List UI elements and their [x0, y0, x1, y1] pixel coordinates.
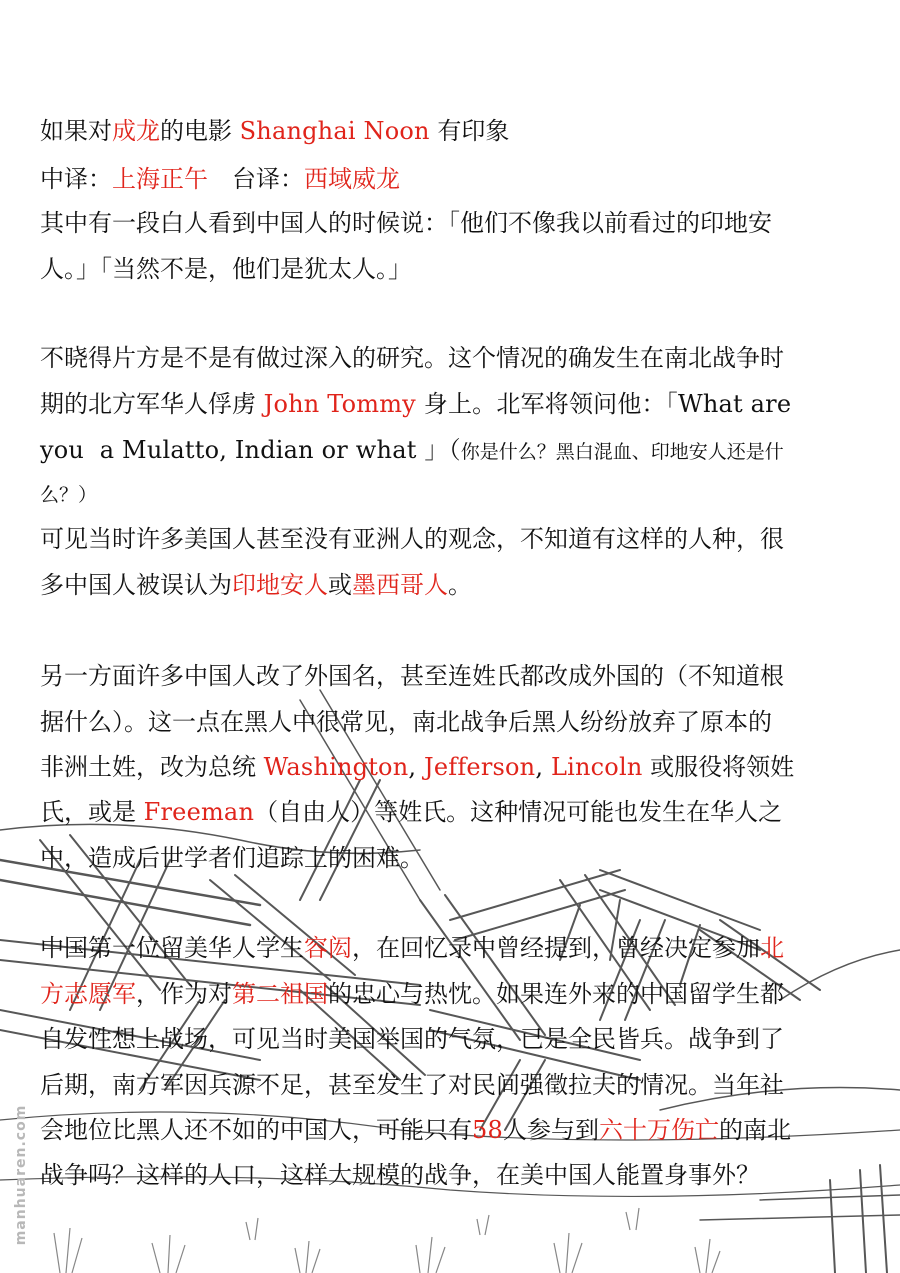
text-run: 期的北方军华人俘虏 — [40, 390, 264, 418]
p2-line-5 — [40, 524, 860, 554]
text-run: 自发性想上战场，可见当时美国举国的气氛，已是全民皆兵。战争到了 — [40, 1025, 784, 1053]
text-run: , — [408, 753, 425, 781]
text-run: 会地位比黑人还不如的中国人，可能只有 — [40, 1116, 472, 1144]
p4-line-2 — [40, 979, 860, 1009]
text-run: 身上。北军将领问他：「What are — [415, 390, 792, 418]
text-run: , — [535, 753, 551, 781]
p2-line-4 — [40, 480, 860, 510]
text-run: 的南北 — [718, 1116, 791, 1144]
text-run: 战争吗？这样的人口，这样大规模的战争，在美中国人能置身事外？ — [40, 1161, 760, 1189]
text-run: 其中有一段白人看到中国人的时候说：「他们不像我以前看过的印地安 — [40, 209, 772, 237]
p2-line-6 — [40, 570, 860, 600]
watermark-text: manhuaren.com — [13, 1104, 29, 1246]
text-run: 。 — [448, 571, 472, 599]
text-run: 有印象 — [429, 117, 510, 145]
highlight-freeman: Freeman — [143, 798, 255, 826]
p1-line-1 — [40, 116, 860, 146]
translation-note: 你是什么？黑白混血、印地安人还是什 — [460, 441, 784, 463]
highlight-mexican: 墨西哥人 — [352, 571, 448, 599]
text-run: 中，造成后世学者们追踪上的困难。 — [40, 844, 424, 872]
highlight-jefferson: Jefferson — [424, 753, 536, 781]
text-run: 或服役将领姓 — [642, 753, 795, 781]
p1-line-3 — [40, 208, 860, 238]
site-watermark — [10, 1090, 32, 1260]
highlight-jackie-chan: 成龙 — [112, 117, 160, 145]
text-run: 如果对 — [40, 117, 112, 145]
highlight-second-homeland: 第二祖国 — [232, 980, 328, 1008]
text-run: 台译： — [208, 165, 304, 193]
p4-line-4 — [40, 1070, 860, 1100]
translation-note-end: 么？） — [40, 484, 98, 506]
highlight-northern-volunteers-end: 方志愿军 — [40, 980, 136, 1008]
p2-line-2 — [40, 389, 860, 419]
p4-line-6 — [40, 1160, 860, 1190]
p4-line-1 — [40, 933, 860, 963]
highlight-yung-wing: 容闳 — [304, 934, 352, 962]
text-run: 的电影 — [160, 117, 240, 145]
highlight-lincoln: Lincoln — [551, 753, 643, 781]
text-run: 另一方面许多中国人改了外国名，甚至连姓氏都改成外国的（不知道根 — [40, 662, 784, 690]
p1-line-2 — [40, 164, 860, 194]
text-run: 据什么）。这一点在黑人中很常见，南北战争后黑人纷纷放弃了原本的 — [40, 708, 772, 736]
p3-line-1 — [40, 661, 860, 691]
text-run: 非洲土姓，改为总统 — [40, 753, 264, 781]
text-run: ，在回忆录中曾经提到，曾经决定参加 — [352, 934, 760, 962]
text-run: 人参与到 — [502, 1116, 599, 1144]
highlight-northern-volunteers-start: 北 — [760, 934, 784, 962]
text-run: 多中国人被误认为 — [40, 571, 232, 599]
highlight-john-tommy: John Tommy — [263, 390, 416, 418]
text-run: 氏，或是 — [40, 798, 144, 826]
text-run: 不晓得片方是不是有做过深入的研究。这个情况的确发生在南北战争时 — [40, 344, 784, 372]
text-run: 的忠心与热忱。如果连外来的中国留学生都 — [328, 980, 784, 1008]
text-run: you a Mulatto, Indian or what 」（ — [40, 436, 461, 464]
p3-line-3 — [40, 752, 860, 782]
text-run: 后期，南方军因兵源不足，甚至发生了对民间强徵拉夫的情况。当年社 — [40, 1071, 784, 1099]
p3-line-2 — [40, 707, 860, 737]
p2-line-1 — [40, 343, 860, 373]
highlight-number-58: 58 — [472, 1116, 503, 1144]
p3-line-5 — [40, 843, 860, 873]
text-run: 中国第一位留美华人学生 — [40, 934, 304, 962]
highlight-native-american: 印地安人 — [232, 571, 328, 599]
p4-line-3 — [40, 1024, 860, 1054]
text-run: 或 — [328, 571, 352, 599]
p1-line-4 — [40, 254, 860, 284]
p4-line-5 — [40, 1115, 860, 1145]
text-run: ，作为对 — [136, 980, 232, 1008]
text-run: 中译： — [40, 165, 112, 193]
text-run: 可见当时许多美国人甚至没有亚洲人的观念，不知道有这样的人种，很 — [40, 525, 784, 553]
highlight-taiwan-title: 西域威龙 — [304, 165, 400, 193]
p2-line-3 — [40, 435, 860, 467]
highlight-mainland-title: 上海正午 — [112, 165, 208, 193]
highlight-washington: Washington — [263, 753, 409, 781]
highlight-casualties: 六十万伤亡 — [598, 1116, 719, 1144]
p3-line-4 — [40, 797, 860, 827]
highlight-movie-title: Shanghai Noon — [239, 117, 430, 145]
text-run: 人。」「当然不是，他们是犹太人。」 — [40, 255, 412, 283]
text-run: （自由人）等姓氏。这种情况可能也发生在华人之 — [254, 798, 783, 826]
